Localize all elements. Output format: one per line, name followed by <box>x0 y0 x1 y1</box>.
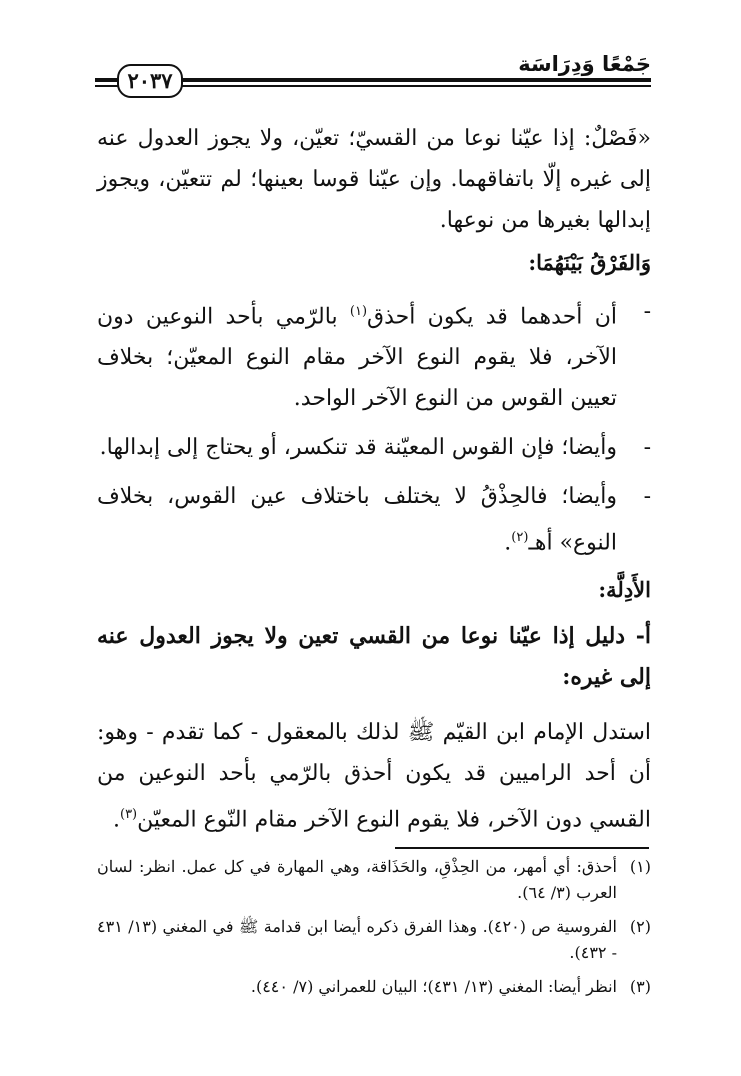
footnote <box>97 974 651 1000</box>
bullet-text: وأيضا؛ فالحِذْقُ لا يختلف باختلاف عين القوس، بخلاف النوع» أهـ <box>97 484 617 556</box>
footnote-text: انظر أيضا: المغني (١٣/ ٤٣١)؛ البيان للعمراني (٧/ ٤٤٠). <box>250 977 617 996</box>
page-header <box>95 52 651 98</box>
book-title: جَمْعًا وَدِرَاسَة <box>518 52 651 76</box>
footnote-text: أحذق: أي أمهر، من الحِذْقِ، والحَذَاقة، وهي المهارة في كل عمل. انظر: لسان العرب (٣/ ٦٤). <box>97 857 617 902</box>
paragraph-evidence-text: استدل الإمام ابن القيّم ﷺ لذلك بالمعقول - كما تقدم - وهو: أن أحد الراميين قد يكون أحذق بالرّمي بأحد النوعين من القسي دون الآخر، فلا يقوم النوع الآخر مقام النّوع المعيّن <box>97 719 651 832</box>
bullet-dash: - <box>643 484 651 510</box>
paragraph-evidence <box>97 712 651 840</box>
bullet-dash: - <box>643 435 651 461</box>
footnote-ref[interactable]: (٣) <box>119 806 138 822</box>
bullet-text-cont: بالرّمي بأحد النوعين دون الآخر، فلا يقوم النوع الآخر مقام النوع المعيّن؛ بخلاف تعيين القوس من النوع الآخر الواحد. <box>97 304 617 412</box>
bullet-text-cont: . <box>504 530 512 556</box>
footnote-ref[interactable]: (١) <box>349 304 368 319</box>
paragraph-fasl: «فَصْلٌ: إذا عيّنا نوعا من القسيّ؛ تعيّن، ولا يجوز العدول عنه إلى غيره إلّا باتفاقهما. وإن عيّنا قوسا بعينها؛ لم تتعيّن، ويجوز إبدالها بغيرها من نوعها. <box>97 126 651 233</box>
footnote-separator <box>395 847 649 849</box>
bullet-text: أن أحدهما قد يكون أحذق <box>367 304 617 330</box>
bullet-item <box>97 427 651 468</box>
paragraph-evidence-end: . <box>112 806 120 832</box>
footnote <box>97 854 651 906</box>
subheading-evidence: أ- دليل إذا عيّنا نوعا من القسي تعين ولا يجوز العدول عنه إلى غيره: <box>97 622 651 690</box>
footnote-number: (٣) <box>629 977 651 996</box>
bullet-item <box>97 476 651 563</box>
bullet-item <box>97 291 651 419</box>
footnote <box>97 914 651 966</box>
footnote-text: الفروسية ص (٤٢٠). وهذا الفرق ذكره أيضا ابن قدامة ﷺ في المغني (١٣/ ٤٣١ - ٤٣٢). <box>97 917 618 962</box>
footnote-number: (١) <box>629 857 651 876</box>
heading-farq: وَالفَرْقُ بَيْنَهُمَا: <box>528 250 651 275</box>
footnote-number: (٢) <box>629 917 651 936</box>
footnote-ref[interactable]: (٢) <box>511 530 529 546</box>
page-number: ٢٠٣٧ <box>117 64 183 98</box>
main-text <box>97 118 651 840</box>
heading-adilla: الأَدِلَّة: <box>598 576 651 602</box>
bullet-dash: - <box>643 299 651 324</box>
bullet-text: وأيضا؛ فإن القوس المعيّنة قد تنكسر، أو يحتاج إلى إبدالها. <box>99 435 617 461</box>
footnotes <box>97 854 651 1008</box>
